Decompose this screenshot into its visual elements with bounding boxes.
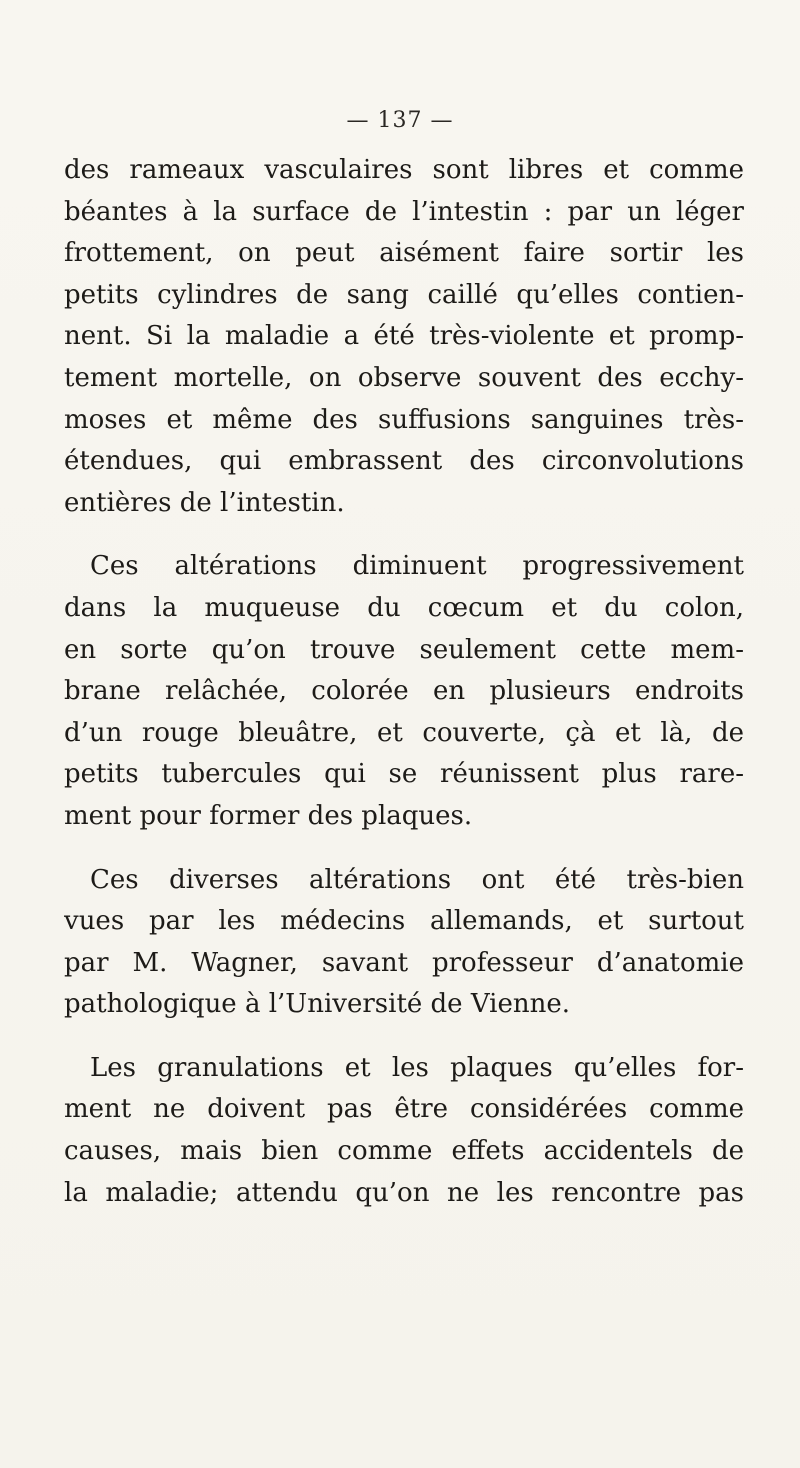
text-line: tement mortelle, on observe souvent des ecchy-	[64, 362, 744, 393]
text-line: pathologique à l’Université de Vienne.	[64, 989, 570, 1020]
text-line: Ces diverses altérations ont été très-bien	[90, 864, 744, 895]
text-line: ment ne doivent pas être considérées comme	[64, 1094, 744, 1125]
text-line: dans la muqueuse du cœcum et du colon,	[64, 592, 744, 623]
paragraph-2	[64, 546, 744, 837]
text-line: frottement, on peut aisément faire sortir les	[64, 238, 744, 269]
text-line: d’un rouge bleuâtre, et couverte, çà et là, de	[64, 717, 744, 748]
text-line: vues par les médecins allemands, et surtout	[64, 906, 744, 937]
text-line: moses et même des suffusions sanguines très-	[64, 404, 744, 435]
text-line: des rameaux vasculaires sont libres et comme	[64, 155, 744, 185]
paragraph-3	[64, 860, 744, 1026]
text-line: Les granulations et les plaques qu’elles for-	[90, 1052, 744, 1083]
page-number: — 137 —	[346, 108, 454, 133]
text-line: la maladie; attendu qu’on ne les rencontre pas	[64, 1177, 744, 1208]
paragraph-4	[64, 1048, 744, 1214]
text-line: par M. Wagner, savant professeur d’anatomie	[64, 947, 744, 978]
paragraph-1	[64, 150, 744, 524]
text-line: petits tubercules qui se réunissent plus rare-	[64, 759, 744, 790]
text-line: en sorte qu’on trouve seulement cette mem-	[64, 634, 744, 665]
text-line: ment pour former des plaques.	[64, 800, 473, 831]
text-line: nent. Si la maladie a été très-violente et promp-	[64, 321, 744, 352]
body-text	[64, 150, 744, 1236]
text-line: Ces altérations diminuent progressivement	[90, 551, 744, 582]
text-line: béantes à la surface de l’intestin : par un léger	[64, 196, 744, 227]
text-line: étendues, qui embrassent des circonvolutions	[64, 446, 744, 477]
text-line: brane relâchée, colorée en plusieurs endroits	[64, 676, 744, 707]
text-line: entières de l’intestin.	[64, 487, 345, 518]
text-line: petits cylindres de sang caillé qu’elles contien-	[64, 279, 744, 310]
text-line: causes, mais bien comme effets accidentels de	[64, 1136, 744, 1167]
